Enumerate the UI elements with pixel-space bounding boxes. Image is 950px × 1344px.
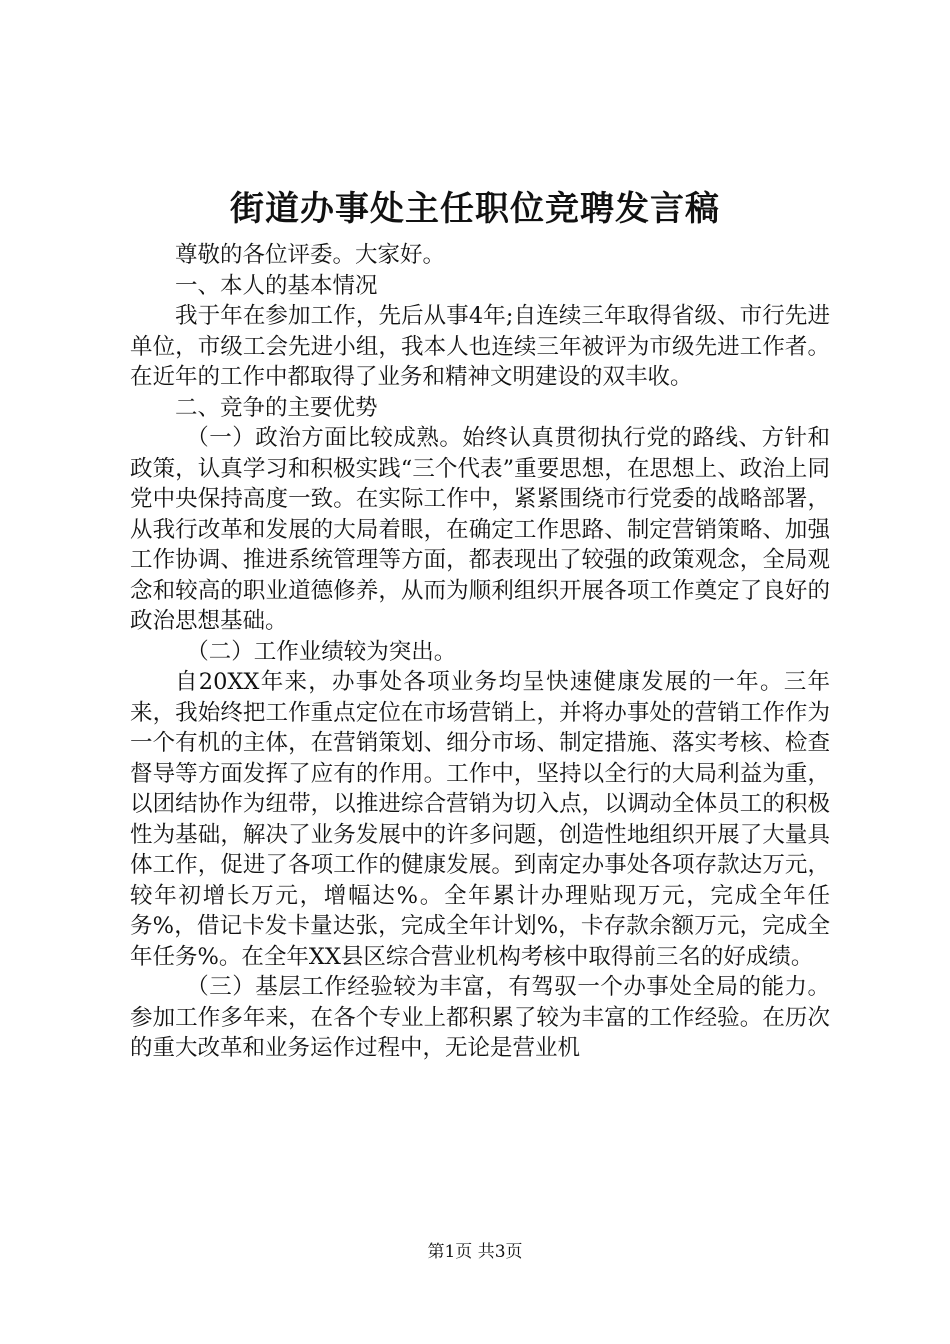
advantage-experience-paragraph: （三）基层工作经验较为丰富，有驾驭一个办事处全局的能力。参加工作多年来，在各个专业上都积累了较为丰富的工作经验。在历次的重大改革和业务运作过程中，无论是营业机	[130, 974, 830, 1061]
document-title: 街道办事处主任职位竞聘发言稿	[230, 189, 720, 229]
section-heading-advantages: 二、竞争的主要优势	[175, 394, 378, 421]
page-footer: 第1页 共3页	[427, 1242, 523, 1262]
performance-paragraph: 自20XX年来，办事处各项业务均呈快速健康发展的一年。三年来，我始终把工作重点定位在市场营销上，并将办事处的营销工作作为一个有机的主体，在营销策划、细分市场、制定措施、落实考核、检查督导等方面发挥了应有的作用。工作中，坚持以全行的大局利益为重，以团结协作为纽带，以推进综合营销为切入点，以调动全体员工的积极性为基础，解决了业务发展中的许多问题，创造性地组织开展了大量具体工作，促进了各项工作的健康发展。到南定办事处各项存款达万元，较年初增长万元，增幅达%。全年累计办理贴现万元，完成全年任务%，借记卡发卡量达张，完成全年计划%，卡存款余额万元，完成全年任务%。在全年XX县区综合营业机构考核中取得前三名的好成绩。	[130, 669, 830, 970]
greeting-paragraph: 尊敬的各位评委。大家好。	[175, 242, 446, 268]
section-heading-basic-info: 一、本人的基本情况	[175, 272, 378, 299]
advantage-performance-heading: （二）工作业绩较为突出。	[186, 638, 457, 665]
basic-info-paragraph: 我于年在参加工作，先后从事4年;自连续三年取得省级、市行先进单位，市级工会先进小组，我本人也连续三年被评为市级先进工作者。在近年的工作中都取得了业务和精神文明建设的双丰收。	[130, 303, 830, 390]
advantage-political-paragraph: （一）政治方面比较成熟。始终认真贯彻执行党的路线、方针和政策，认真学习和积极实践“三个代表”重要思想，在思想上、政治上同党中央保持高度一致。在实际工作中，紧紧围绕市行党委的战略部署，从我行改革和发展的大局着眼，在确定工作思路、制定营销策略、加强工作协调、推进系统管理等方面，都表现出了较强的政策观念，全局观念和较高的职业道德修养，从而为顺利组织开展各项工作奠定了良好的政治思想基础。	[130, 425, 830, 634]
document-body	[130, 240, 830, 1064]
